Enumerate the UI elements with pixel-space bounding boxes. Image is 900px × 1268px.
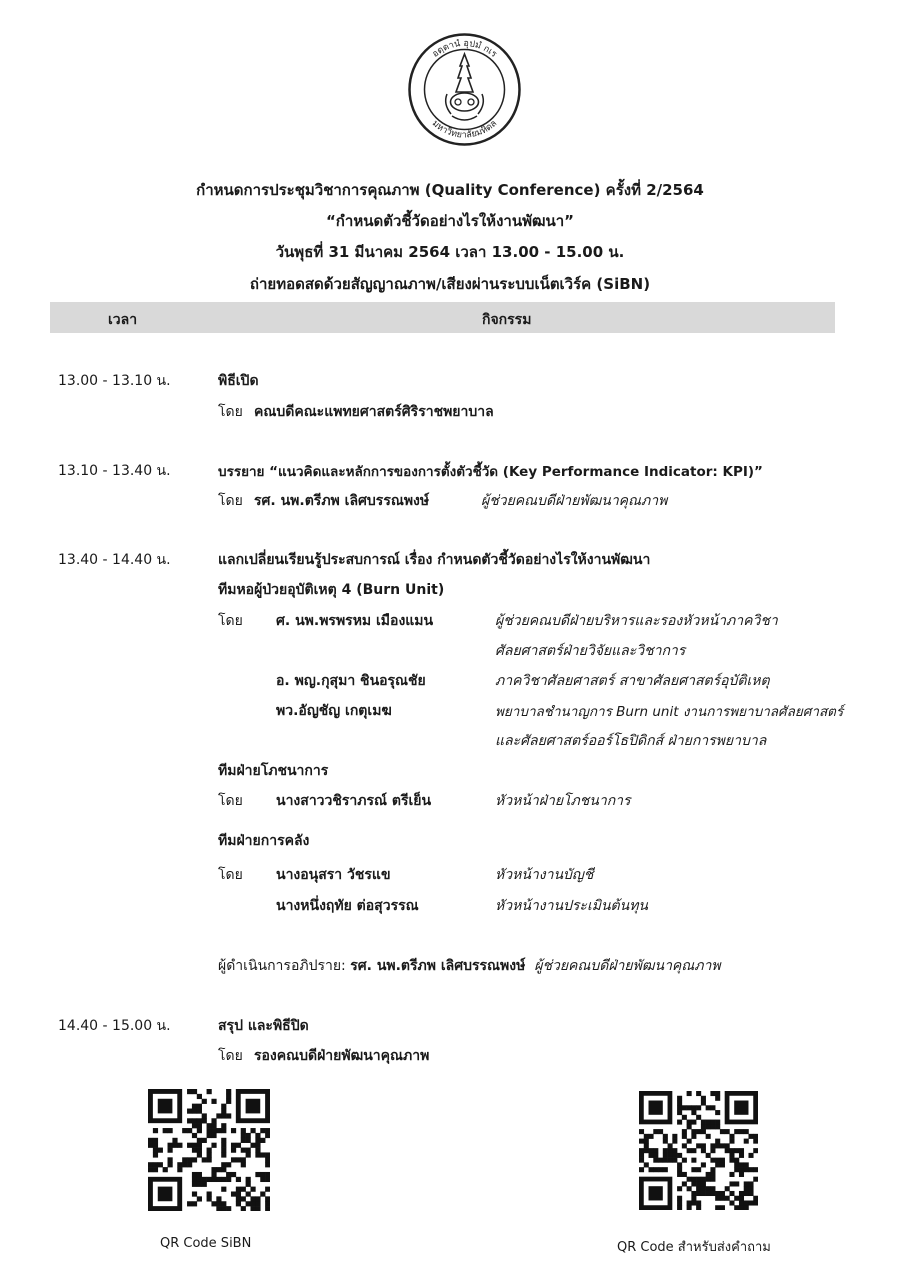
- moderator-label: ผู้ดำเนินการอภิปราย:: [218, 958, 346, 974]
- team-member-role: หัวหน้างานบัญชี: [495, 867, 594, 883]
- mahidol-seal-logo: [407, 32, 522, 147]
- team-member-role: หัวหน้างานประเมินต้นทุน: [495, 898, 648, 914]
- conference-date: วันพุธที่ 31 มีนาคม 2564 เวลา 13.00 - 15.00 น.: [275, 243, 625, 261]
- conference-title: กำหนดการประชุมวิชาการคุณภาพ (Quality Conference) ครั้งที่ 2/2564: [196, 181, 704, 199]
- moderator-role: ผู้ช่วยคณบดีฝ่ายพัฒนาคุณภาพ: [534, 958, 721, 974]
- session-time: 14.40 - 15.00 น.: [58, 1018, 171, 1034]
- session-speaker: คณบดีคณะแพทยศาสตร์ศิริราชพยาบาล: [254, 404, 494, 420]
- team-member-role: หัวหน้าฝ่ายโภชนาการ: [495, 793, 631, 809]
- team-name: ทีมฝ่ายโภชนาการ: [218, 763, 329, 779]
- session-title: พิธีเปิด: [218, 373, 259, 389]
- team-member-name: นางอนุสรา วัชรแข: [276, 867, 391, 883]
- column-header-time: เวลา: [108, 312, 138, 328]
- session-time: 13.40 - 14.40 น.: [58, 552, 171, 568]
- session-speaker: รศ. นพ.ตรีภพ เลิศบรรณพงษ์: [254, 493, 430, 509]
- team-member-role: ผู้ช่วยคณบดีฝ่ายบริหารและรองหัวหน้าภาควิชา: [495, 613, 778, 629]
- session-speaker-role: ผู้ช่วยคณบดีฝ่ายพัฒนาคุณภาพ: [481, 493, 668, 509]
- team-name: ทีมฝ่ายการคลัง: [218, 833, 310, 849]
- logo-motto: อตฺตานํ อุปมํ กเร: [430, 38, 499, 60]
- moderator-name: รศ. นพ.ตรีภพ เลิศบรรณพงษ์: [350, 958, 526, 974]
- by-label: โดย: [218, 867, 243, 883]
- team-member-name: นางหนึ่งฤทัย ต่อสุวรรณ: [276, 898, 419, 914]
- team-member-role: ศัลยศาสตร์ฝ่ายวิจัยและวิชาการ: [495, 643, 686, 659]
- by-label: โดย: [218, 1048, 243, 1064]
- by-label: โดย: [218, 793, 243, 809]
- logo-university-name: มหาวิทยาลัยมหิดล: [429, 118, 500, 141]
- qr-code-label: QR Code SiBN: [160, 1236, 252, 1251]
- team-member-name: ศ. นพ.พรพรหม เมืองแมน: [276, 613, 434, 629]
- team-member-role: ภาควิชาศัลยศาสตร์ สาขาศัลยศาสตร์อุบัติเหตุ: [495, 673, 770, 689]
- qr-code-label: QR Code สำหรับส่งคำถาม: [617, 1240, 771, 1255]
- session-speaker: รองคณบดีฝ่ายพัฒนาคุณภาพ: [254, 1048, 430, 1064]
- by-label: โดย: [218, 404, 243, 420]
- qr-code-questions: [639, 1091, 758, 1210]
- team-name: ทีมหอผู้ป่วยอุบัติเหตุ 4 (Burn Unit): [218, 582, 445, 598]
- session-time: 13.10 - 13.40 น.: [58, 463, 171, 479]
- team-member-role: และศัลยศาสตร์ออร์โธปิดิกส์ ฝ่ายการพยาบาล: [495, 733, 767, 749]
- session-time: 13.00 - 13.10 น.: [58, 373, 171, 389]
- session-title: บรรยาย “แนวคิดและหลักการของการตั้งตัวชี้วัด (Key Performance Indicator: KPI)”: [218, 464, 763, 480]
- by-label: โดย: [218, 493, 243, 509]
- broadcast-note: ถ่ายทอดสดด้วยสัญญาณภาพ/เสียงผ่านระบบเน็ตเวิร์ค (SiBN): [249, 275, 651, 293]
- by-label: โดย: [218, 613, 243, 629]
- team-member-name: นางสาววชิราภรณ์ ตรีเย็น: [276, 793, 432, 809]
- team-member-name: อ. พญ.กุสุมา ชินอรุณชัย: [276, 673, 426, 689]
- session-title: สรุป และพิธีปิด: [218, 1018, 309, 1034]
- schedule-table-header: [50, 302, 835, 333]
- qr-code-sibn: [148, 1089, 270, 1211]
- session-title: แลกเปลี่ยนเรียนรู้ประสบการณ์ เรื่อง กำหนดตัวชี้วัดอย่างไรให้งานพัฒนา: [218, 552, 651, 568]
- team-member-name: พว.อัญชัญ เกตุเมฆ: [276, 703, 392, 719]
- conference-theme: “กำหนดตัวชี้วัดอย่างไรให้งานพัฒนา”: [325, 212, 575, 230]
- moderator-line: [218, 955, 721, 977]
- column-header-activity: กิจกรรม: [482, 312, 532, 328]
- team-member-role: พยาบาลชำนาญการ Burn unit งานการพยาบาลศัลยศาสตร์: [495, 704, 844, 720]
